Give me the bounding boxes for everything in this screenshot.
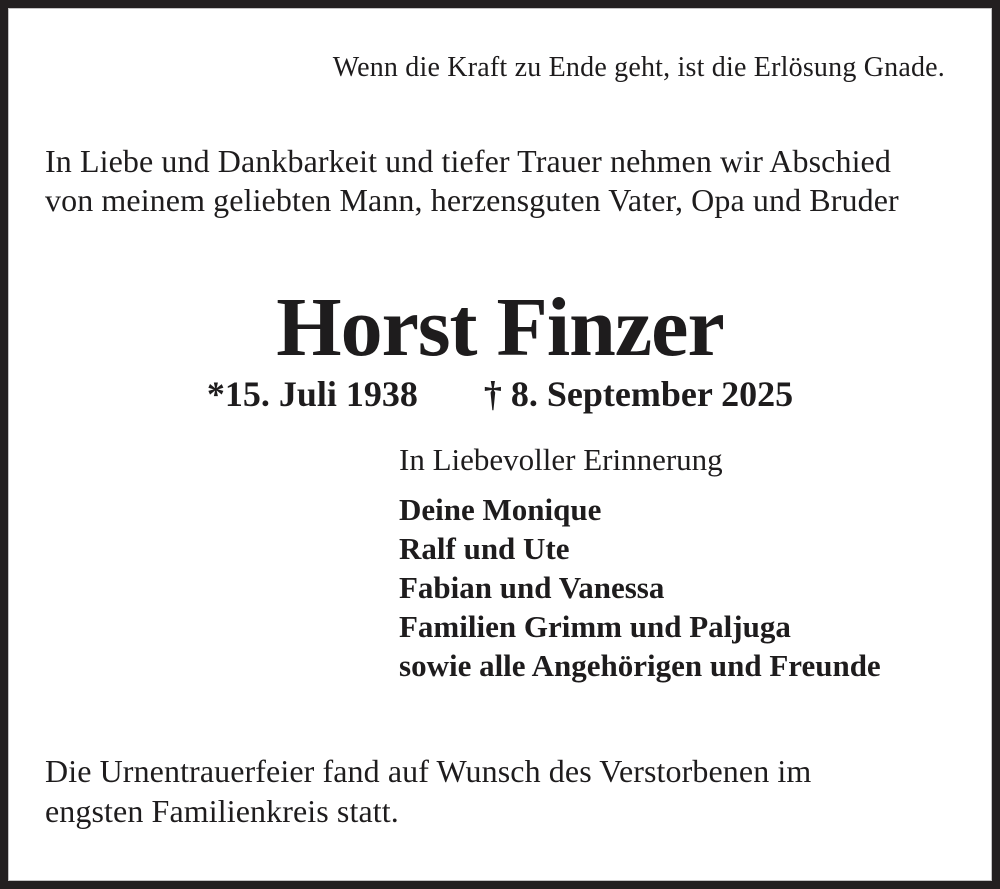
intro-text: In Liebe und Dankbarkeit und tiefer Trauer nehmen wir Abschied von meinem geliebten Mann, herzensguten Vater, Opa und Bruder bbox=[45, 143, 899, 218]
death-date: † 8. September 2025 bbox=[483, 374, 794, 414]
deceased-name: Horst Finzer bbox=[276, 281, 724, 374]
mourner-name: Ralf und Ute bbox=[399, 531, 570, 566]
mourner-name: Familien Grimm und Paljuga bbox=[399, 609, 791, 644]
memory-block bbox=[399, 441, 955, 685]
memorial-quote: Wenn die Kraft zu Ende geht, ist die Erlösung Gnade. bbox=[332, 52, 945, 83]
mourner-name: Deine Monique bbox=[399, 492, 602, 527]
closing-text: Die Urnentrauerfeier fand auf Wunsch des Verstorbenen im engsten Familienkreis statt. bbox=[45, 753, 812, 829]
life-dates bbox=[45, 372, 955, 416]
obituary-page bbox=[8, 8, 992, 881]
mourner-name: sowie alle Angehörigen und Freunde bbox=[399, 648, 881, 683]
birth-date: *15. Juli 1938 bbox=[206, 374, 418, 414]
mourners-list bbox=[399, 490, 955, 685]
mourner-name: Fabian und Vanessa bbox=[399, 570, 665, 605]
memorial-heading: In Liebevoller Erinnerung bbox=[399, 442, 723, 477]
